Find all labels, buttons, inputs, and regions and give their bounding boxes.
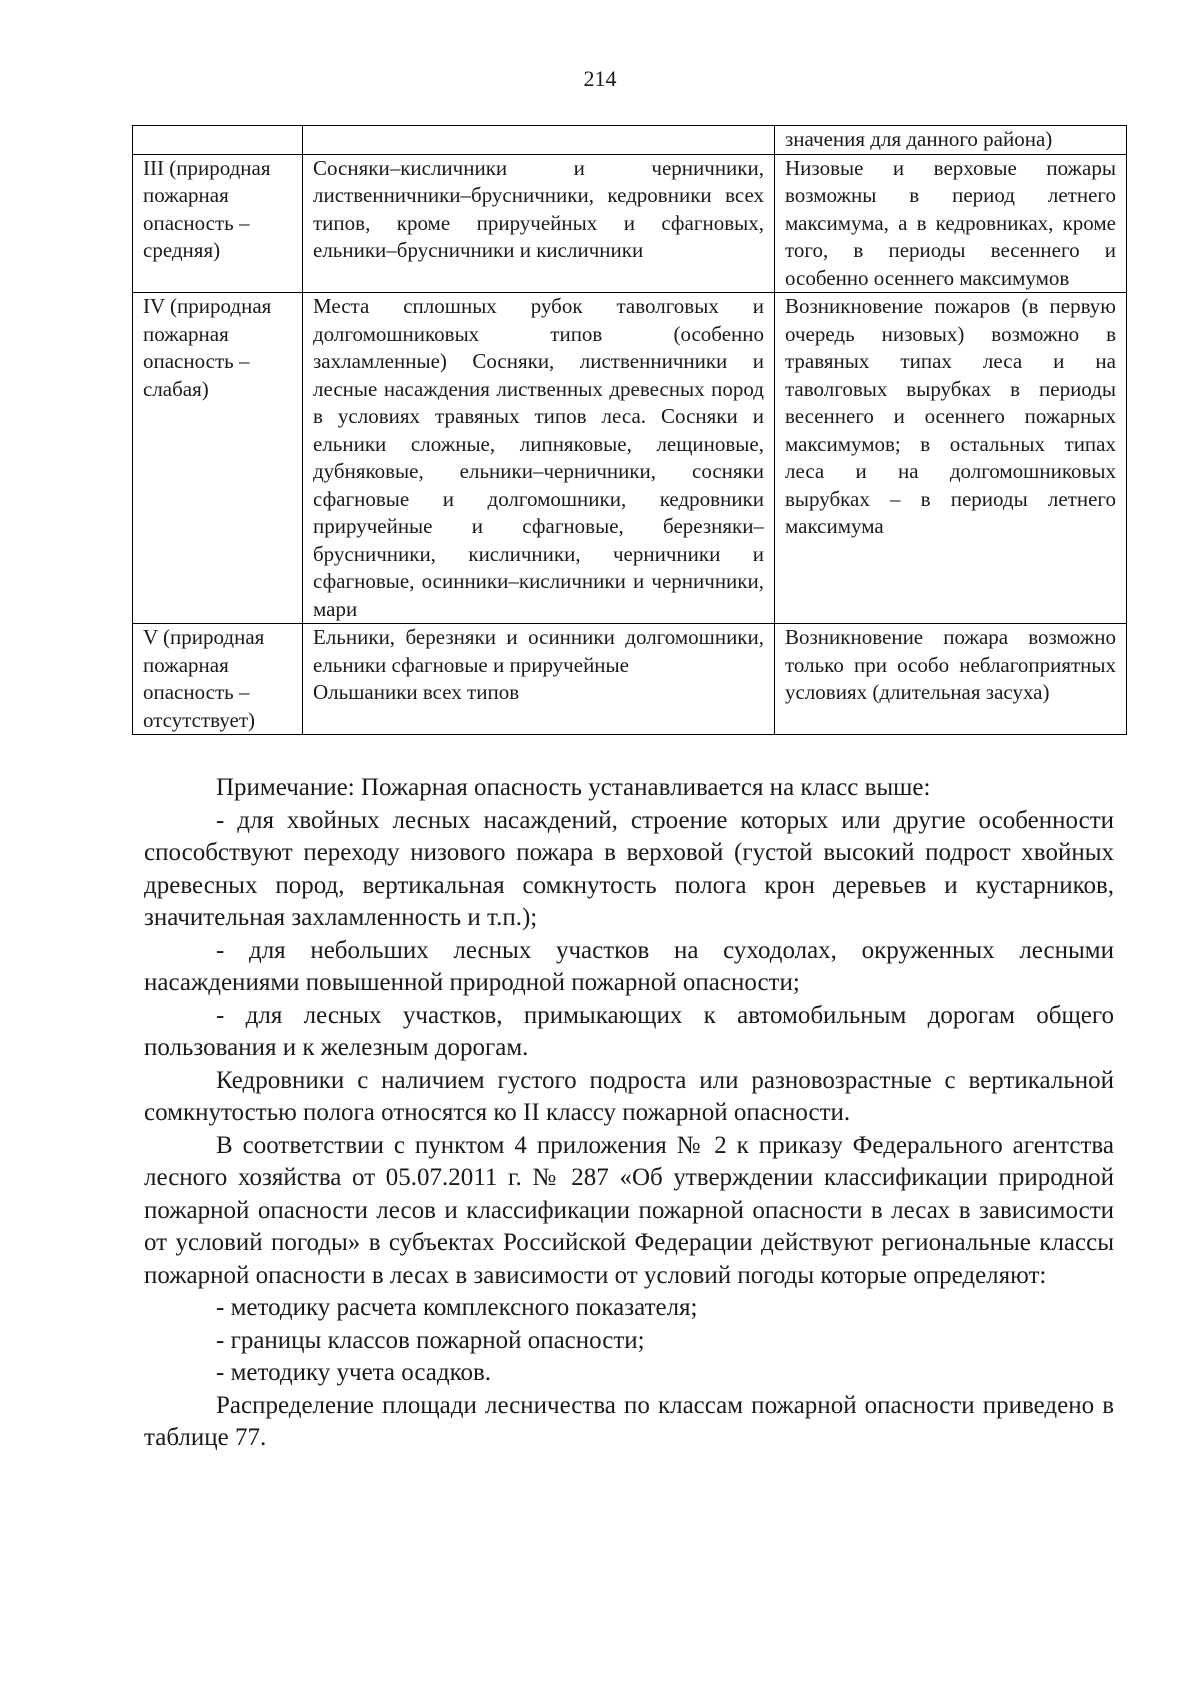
table-row — [133, 624, 1127, 735]
body-text — [144, 772, 1114, 1455]
list-item: - для хвойных лесных насаждений, строение которых или другие особенности способствуют переходу низового пожара в верховой (густой высокий подрост хвойных древесных пород, вертикальная сомкнутость полога крон деревьев и кустарников, значительная захламленность и т.п.); — [144, 806, 1114, 931]
forest-types-cell: Места сплошных рубок таволговых и долгомошниковых типов (особенно захламленные) Сосняки, лиственничники и лесные насаждения лиственных древесных пород в условиях травяных типов леса. Сосняки и ельники сложные, липняковые, лещиновые, дубняковые, ельники–черничники, сосняки сфагновые и долгомошники, кедровники приручейные и сфагновые, березняки–брусничники, кисличники, черничники и сфагновые, осинники–кисличники и черничники, мари — [303, 293, 775, 624]
list-item: - методику расчета комплексного показателя; — [216, 1294, 698, 1321]
table-row — [133, 154, 1127, 293]
list-item: - для лесных участков, примыкающих к автомобильным дорогам общего пользования и к железным дорогам. — [144, 1001, 1114, 1061]
forest-types-cell — [303, 624, 775, 735]
paragraph: В соответствии с пунктом 4 приложения № 2 к приказу Федерального агентства лесного хозяйства от 05.07.2011 г. № 287 «Об утверждении классификации природной пожарной опасности лесов и классификации пожарной опасности в лесах в зависимости от условий погоды» в субъектах Российской Федерации действуют региональные классы пожарной опасности в лесах в зависимости от условий погоды которые определяют: — [144, 1131, 1114, 1289]
list-item: - границы классов пожарной опасности; — [216, 1326, 645, 1354]
table-row — [133, 126, 1127, 155]
forest-types-cell: Сосняки–кисличники и черничники, лиственничники–брусничники, кедровники всех типов, кроме приручейных и сфагновых, ельники–брусничники и кисличники — [303, 154, 775, 293]
fire-conditions-cell: Возникновение пожара возможно только при особо неблагоприятных условиях (длительная засуха) — [775, 624, 1127, 735]
fire-danger-table — [132, 125, 1127, 735]
forest-types-text: Ельники, березняки и осинники долгомошники, ельники сфагновые и приручейные — [313, 625, 764, 677]
class-label-cell: V (природная пожарная опасность – отсутствует) — [133, 624, 303, 735]
table-cell — [303, 126, 775, 155]
paragraph: Распределение площади лесничества по классам пожарной опасности приведено в таблице 77. — [144, 1391, 1114, 1451]
class-label-cell: IV (природная пожарная опасность – слабая) — [133, 293, 303, 624]
class-label-cell: III (природная пожарная опасность – средняя) — [133, 154, 303, 293]
table-cell — [133, 126, 303, 155]
list-item: - для небольших лесных участков на суходолах, окруженных лесными насаждениями повышенной природной пожарной опасности; — [144, 936, 1114, 996]
forest-types-text: Ольшаники всех типов — [313, 680, 520, 704]
table-row — [133, 293, 1127, 624]
fire-conditions-cell: Низовые и верховые пожары возможны в период летнего максимума, а в кедровниках, кроме того, в периоды весеннего и особенно осеннего максимумов — [775, 154, 1127, 293]
paragraph: Кедровники с наличием густого подроста или разновозрастные с вертикальной сомкнутостью полога относятся ко II классу пожарной опасности. — [144, 1066, 1114, 1126]
page-number: 214 — [583, 66, 617, 91]
table-cell: значения для данного района) — [775, 126, 1127, 155]
fire-conditions-cell: Возникновение пожаров (в первую очередь низовых) возможно в травяных типах леса и на таволговых вырубках в периоды весеннего и осеннего пожарных максимумов; в остальных типах леса и на долгомошниковых вырубках – в периоды летнего максимума — [775, 293, 1127, 624]
list-item: - методику учета осадков. — [216, 1359, 492, 1386]
note-paragraph: Примечание: Пожарная опасность устанавливается на класс выше: — [216, 774, 931, 801]
